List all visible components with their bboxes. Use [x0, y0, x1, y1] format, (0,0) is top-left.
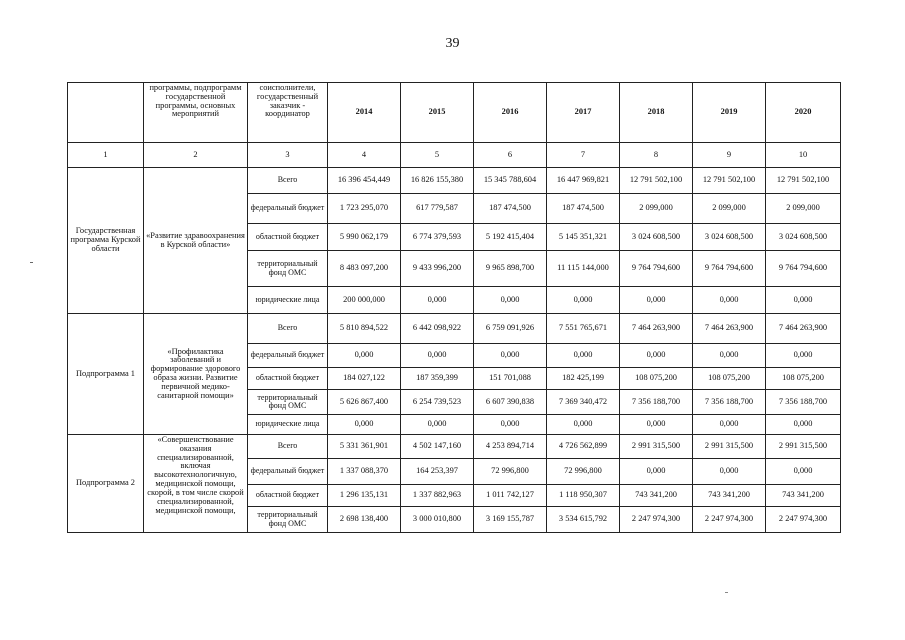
- amount-cell: 3 000 010,800: [401, 507, 474, 533]
- amount-cell: 16 396 454,449: [328, 168, 401, 194]
- amount-cell: 0,000: [474, 287, 547, 314]
- amount-cell: 15 345 788,604: [474, 168, 547, 194]
- amount-cell: 0,000: [766, 459, 841, 485]
- amount-cell: 2 991 315,500: [766, 435, 841, 459]
- amount-cell: 2 247 974,300: [766, 507, 841, 533]
- amount-cell: 743 341,200: [620, 485, 693, 507]
- amount-cell: 1 011 742,127: [474, 485, 547, 507]
- amount-cell: 0,000: [620, 415, 693, 435]
- amount-cell: 7 551 765,671: [547, 314, 620, 344]
- funding-source: территориальный фонд ОМС: [248, 507, 328, 533]
- program-status: Подпрограмма 1: [68, 314, 144, 435]
- amount-cell: 2 991 315,500: [620, 435, 693, 459]
- amount-cell: 12 791 502,100: [620, 168, 693, 194]
- amount-cell: 0,000: [693, 287, 766, 314]
- amount-cell: 182 425,199: [547, 368, 620, 390]
- amount-cell: 0,000: [620, 459, 693, 485]
- amount-cell: 184 027,122: [328, 368, 401, 390]
- amount-cell: 3 024 608,500: [620, 224, 693, 251]
- funding-source: Всего: [248, 435, 328, 459]
- amount-cell: 6 254 739,523: [401, 390, 474, 415]
- header-year: 2014: [328, 83, 401, 143]
- header-executor: соисполнители, государственный заказчик - координатор: [248, 83, 328, 143]
- amount-cell: 7 464 263,900: [620, 314, 693, 344]
- amount-cell: 7 464 263,900: [766, 314, 841, 344]
- budget-table: [67, 82, 841, 533]
- amount-cell: 0,000: [620, 287, 693, 314]
- amount-cell: 1 723 295,070: [328, 194, 401, 224]
- amount-cell: 108 075,200: [620, 368, 693, 390]
- column-number: 8: [620, 143, 693, 168]
- scan-mark: [725, 592, 728, 593]
- amount-cell: 200 000,000: [328, 287, 401, 314]
- amount-cell: 0,000: [766, 287, 841, 314]
- amount-cell: 2 099,000: [693, 194, 766, 224]
- program-status: Государственная программа Курской области: [68, 168, 144, 314]
- funding-source: Всего: [248, 314, 328, 344]
- amount-cell: 4 726 562,899: [547, 435, 620, 459]
- amount-cell: 72 996,800: [474, 459, 547, 485]
- amount-cell: 0,000: [693, 415, 766, 435]
- amount-cell: 1 118 950,307: [547, 485, 620, 507]
- amount-cell: 7 464 263,900: [693, 314, 766, 344]
- amount-cell: 0,000: [401, 344, 474, 368]
- amount-cell: 4 253 894,714: [474, 435, 547, 459]
- amount-cell: 2 247 974,300: [693, 507, 766, 533]
- amount-cell: 0,000: [766, 344, 841, 368]
- amount-cell: 6 759 091,926: [474, 314, 547, 344]
- page-number: 39: [445, 36, 460, 51]
- program-name: «Профилактика заболеваний и формирование здорового образа жизни. Развитие первичной медико-санитарной помощи»: [144, 314, 248, 435]
- header-year: 2015: [401, 83, 474, 143]
- column-number: 7: [547, 143, 620, 168]
- header-year: 2017: [547, 83, 620, 143]
- program-name: «Развитие здравоохранения в Курской области»: [144, 168, 248, 314]
- amount-cell: 7 356 188,700: [693, 390, 766, 415]
- amount-cell: 5 145 351,321: [547, 224, 620, 251]
- funding-source: областной бюджет: [248, 485, 328, 507]
- column-number: 10: [766, 143, 841, 168]
- header-year: 2019: [693, 83, 766, 143]
- amount-cell: 6 442 098,922: [401, 314, 474, 344]
- amount-cell: 7 356 188,700: [620, 390, 693, 415]
- amount-cell: 2 247 974,300: [620, 507, 693, 533]
- amount-cell: 7 369 340,472: [547, 390, 620, 415]
- amount-cell: 16 826 155,380: [401, 168, 474, 194]
- amount-cell: 0,000: [693, 459, 766, 485]
- amount-cell: 0,000: [547, 344, 620, 368]
- amount-cell: 2 099,000: [620, 194, 693, 224]
- header-year: 2020: [766, 83, 841, 143]
- table-row: [68, 168, 841, 194]
- amount-cell: 4 502 147,160: [401, 435, 474, 459]
- amount-cell: 164 253,397: [401, 459, 474, 485]
- amount-cell: 8 483 097,200: [328, 251, 401, 287]
- amount-cell: 5 192 415,404: [474, 224, 547, 251]
- amount-cell: 9 764 794,600: [693, 251, 766, 287]
- amount-cell: 0,000: [401, 287, 474, 314]
- amount-cell: 0,000: [474, 344, 547, 368]
- funding-source: юридические лица: [248, 287, 328, 314]
- amount-cell: 2 991 315,500: [693, 435, 766, 459]
- program-status: Подпрограмма 2: [68, 435, 144, 533]
- table-row: [68, 314, 841, 344]
- amount-cell: 0,000: [547, 415, 620, 435]
- header-year: 2016: [474, 83, 547, 143]
- column-number: 6: [474, 143, 547, 168]
- amount-cell: 5 626 867,400: [328, 390, 401, 415]
- amount-cell: 3 534 615,792: [547, 507, 620, 533]
- funding-source: территориальный фонд ОМС: [248, 251, 328, 287]
- amount-cell: 187 474,500: [474, 194, 547, 224]
- column-number: 2: [144, 143, 248, 168]
- amount-cell: 12 791 502,100: [766, 168, 841, 194]
- header-status: [68, 83, 144, 143]
- funding-source: областной бюджет: [248, 224, 328, 251]
- amount-cell: 0,000: [401, 415, 474, 435]
- amount-cell: 9 965 898,700: [474, 251, 547, 287]
- amount-cell: 11 115 144,000: [547, 251, 620, 287]
- amount-cell: 1 337 882,963: [401, 485, 474, 507]
- header-program-name: программы, подпрограмм государственной программы, основных мероприятий: [144, 83, 248, 143]
- amount-cell: 2 698 138,400: [328, 507, 401, 533]
- column-number: 5: [401, 143, 474, 168]
- column-number: 3: [248, 143, 328, 168]
- amount-cell: 72 996,800: [547, 459, 620, 485]
- amount-cell: 1 296 135,131: [328, 485, 401, 507]
- amount-cell: 3 024 608,500: [693, 224, 766, 251]
- column-number: 1: [68, 143, 144, 168]
- amount-cell: 9 764 794,600: [620, 251, 693, 287]
- header-row: [68, 83, 841, 143]
- amount-cell: 0,000: [766, 415, 841, 435]
- amount-cell: 16 447 969,821: [547, 168, 620, 194]
- amount-cell: 617 779,587: [401, 194, 474, 224]
- amount-cell: 5 810 894,522: [328, 314, 401, 344]
- amount-cell: 0,000: [693, 344, 766, 368]
- amount-cell: 5 331 361,901: [328, 435, 401, 459]
- amount-cell: 187 359,399: [401, 368, 474, 390]
- amount-cell: 0,000: [620, 344, 693, 368]
- funding-source: юридические лица: [248, 415, 328, 435]
- header-year: 2018: [620, 83, 693, 143]
- amount-cell: 6 774 379,593: [401, 224, 474, 251]
- amount-cell: 3 169 155,787: [474, 507, 547, 533]
- amount-cell: 9 433 996,200: [401, 251, 474, 287]
- funding-source: Всего: [248, 168, 328, 194]
- funding-source: областной бюджет: [248, 368, 328, 390]
- amount-cell: 7 356 188,700: [766, 390, 841, 415]
- funding-source: федеральный бюджет: [248, 194, 328, 224]
- amount-cell: 108 075,200: [693, 368, 766, 390]
- scan-mark: [30, 262, 33, 263]
- amount-cell: 3 024 608,500: [766, 224, 841, 251]
- column-number: 4: [328, 143, 401, 168]
- amount-cell: 1 337 088,370: [328, 459, 401, 485]
- amount-cell: 0,000: [328, 344, 401, 368]
- amount-cell: 743 341,200: [766, 485, 841, 507]
- amount-cell: 12 791 502,100: [693, 168, 766, 194]
- amount-cell: 6 607 390,838: [474, 390, 547, 415]
- amount-cell: 0,000: [547, 287, 620, 314]
- amount-cell: 0,000: [474, 415, 547, 435]
- amount-cell: 743 341,200: [693, 485, 766, 507]
- funding-source: федеральный бюджет: [248, 344, 328, 368]
- funding-source: федеральный бюджет: [248, 459, 328, 485]
- amount-cell: 9 764 794,600: [766, 251, 841, 287]
- amount-cell: 108 075,200: [766, 368, 841, 390]
- amount-cell: 151 701,088: [474, 368, 547, 390]
- amount-cell: 5 990 062,179: [328, 224, 401, 251]
- amount-cell: 0,000: [328, 415, 401, 435]
- column-number: 9: [693, 143, 766, 168]
- program-name: «Совершенствование оказания специализированной, включая высокотехнологичную, медицинской помощи, скорой, в том числе скорой специализированной, медицинской помощи,: [144, 435, 248, 533]
- funding-source: территориальный фонд ОМС: [248, 390, 328, 415]
- table-row: [68, 435, 841, 459]
- column-number-row: [68, 143, 841, 168]
- amount-cell: 2 099,000: [766, 194, 841, 224]
- amount-cell: 187 474,500: [547, 194, 620, 224]
